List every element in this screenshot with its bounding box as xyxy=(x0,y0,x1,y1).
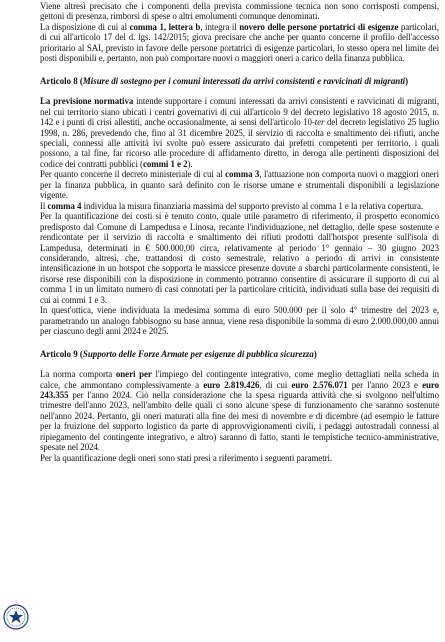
text-run: per l'anno 2024. Ciò nella considerazione che la spesa riguarda attività che si svolgono nell'ultimo trimestre dell'anno 2023, nell'ambito delle quali ci sono alcune spese di funzionamento che saranno sostenute nell'anno 2024. Pertanto, gli oneri maturati alla fine dei mesi di novembre e di dicembre (ad esempio le fatture per la fruizione del supporto logistico da parte di approvvigionamenti civili, i pedaggi autostradali connessi al ripiegamento del contingente integrativo, e altro) saranno di fatto, stanti le tempistiche tecnico-amministrative, spesate nel 2024. xyxy=(40,389,439,453)
paragraph xyxy=(40,96,439,169)
text-run: del decreto legislativo 25 luglio 1998, n. 286, prevedendo che, fino al 31 dicembre 2025, il servizio di raccolta e smaltimento dei rifiuti, anche speciali, connessi alle attività ivi svolte può essere assicurato dai prefetti competenti per territorio, i quali possono, a tal fine, far ricorso alle procedure di affidamento diretto, in deroga alle pertinenti disposizioni del codice dei contratti pubblici ( xyxy=(40,117,439,169)
text-run: Per la quantificazione dei costi si è tenuto conto, quale utile parametro di riferimento, il prospetto economico predisposto dal Comune di Lampedusa e Linosa, recante l'individuazione, nel dettaglio, delle spese sostenute e rendicontate per il servizio di raccolta e smaltimento dei rifiuti prodotti dall'hotspot presente sull'isola di Lampedusa, determinati in € 500.000,00 circa, relativamente al periodo 1° gennaio – 30 giugno 2023 considerando, altresì, che, trattandosi di costo semestrale, relativo a periodo di arrivi in consistente intensificazione in un hotspot che sopporta le massicce presenze dovute a sbarchi particolarmente consistenti, le risorse rese disponibili con la disposizione in commento potranno consentire di assicurare il supporto di cui al comma 1 in un limitato numero di casi connotati per la particolare criticità, individuati sulla base dei requisiti di cui ai commi 1 e 3. xyxy=(40,211,439,305)
article-8-body xyxy=(40,96,439,336)
emblem-icon xyxy=(3,604,29,630)
paragraph xyxy=(40,369,439,453)
text-run: Per la quantificazione degli oneri sono stati presi a riferimento i seguenti parametri. xyxy=(40,452,333,463)
bold-text: euro 2.576.071 xyxy=(291,379,348,390)
paragraph xyxy=(40,169,439,200)
bold-text: oneri per xyxy=(115,369,152,380)
bold-text: novero delle persone portatrici di esigenze xyxy=(239,21,399,32)
bold-text: La previsione normativa xyxy=(40,96,134,107)
paragraph xyxy=(40,1,439,22)
bold-text: comma 4 xyxy=(47,200,82,211)
text-run: La disposizione di cui al xyxy=(40,21,130,32)
text-run: , di cui xyxy=(259,379,292,390)
bold-text: comma 1, lettera b xyxy=(129,21,201,32)
bold-text: euro 243.355 xyxy=(40,379,439,400)
text-run: individua la misura finanziaria massima del supporto previsto al comma 1 e la relativa copertura. xyxy=(81,200,424,211)
text-run: l'impiego del contingente integrativo, come meglio dettagliati nella scheda in calce, che ammontano complessivamente a xyxy=(40,369,440,390)
text-run: , integra il xyxy=(200,21,240,32)
paragraph xyxy=(40,22,439,64)
text-run: In quest'ottica, viene individuata la medesima somma di euro 500.000 per il solo 4° trimestre del 2023 e, parametrando un analogo fabbisogno su base annua, viene resa disponibile la somma di euro 2.000.000,00 annui per ciascuno degli anni 2024 e 2025. xyxy=(40,305,439,337)
article-9-section xyxy=(40,349,439,464)
bold-text: euro 2.819.426 xyxy=(203,379,260,390)
paragraph xyxy=(40,211,439,305)
text-run: Viene altresì precisato che i componenti della prevista commissione tecnica non sono corrisposti compensi, gettoni di presenza, rimborsi di spese o altri emolumenti comunque denominati. xyxy=(40,1,439,22)
paragraph xyxy=(40,453,439,463)
text-run: La norma comporta xyxy=(40,369,116,380)
text-run: , l'attuazione non comporta nuovi o maggiori oneri per la finanza pubblica, in quanto sarà definito con le risorse umane e strumentali disponibili a legislazione vigente. xyxy=(40,169,439,201)
article-9-body xyxy=(40,369,439,463)
italic-text: ter xyxy=(314,117,325,128)
text-run: particolari, di cui all'articolo 17 del d. lgs. 142/2015; giova precisare che anche per quanto concerne il profilo dell'accesso prioritario al SAI, previsto in favore delle persone portatrici di esigenze particolari, lo stesso opera nel limite dei posti disponibili e, pertanto, non può comportare nuovi o maggiori oneri a carico della finanza pubblica. xyxy=(40,21,439,64)
paragraph xyxy=(40,305,439,336)
intro-section xyxy=(40,1,439,64)
article-8-section xyxy=(40,76,439,337)
text-run: Il xyxy=(40,200,48,211)
text-run: per l'anno 2023 e xyxy=(347,379,423,390)
article-9-heading: Articolo 9 (Supporto delle Forze Armate per esigenze di pubblica sicurezza) xyxy=(40,348,317,359)
bold-text: commi 1 e 2 xyxy=(142,158,188,169)
article-8-heading: Articolo 8 (Misure di sostegno per i comuni interessati da arrivi consistenti e ravvicinati di migranti) xyxy=(40,75,409,86)
paragraph xyxy=(40,201,439,211)
bold-text: comma 3 xyxy=(225,169,260,180)
text-run: ). xyxy=(187,158,193,169)
text-run: Per quanto concerne il decreto ministeriale di cui al xyxy=(40,169,226,180)
text-run: intende supportare i comuni interessati da arrivi consistenti e ravvicinati di migranti, nel cui territorio siano ubicati i centri governativi di cui all'articolo 9 del decreto legislativo 18 agosto 2015, n. 142 e i punti di crisi allestiti, anche occasionalmente, ai sensi dell'articolo 10- xyxy=(40,96,440,128)
